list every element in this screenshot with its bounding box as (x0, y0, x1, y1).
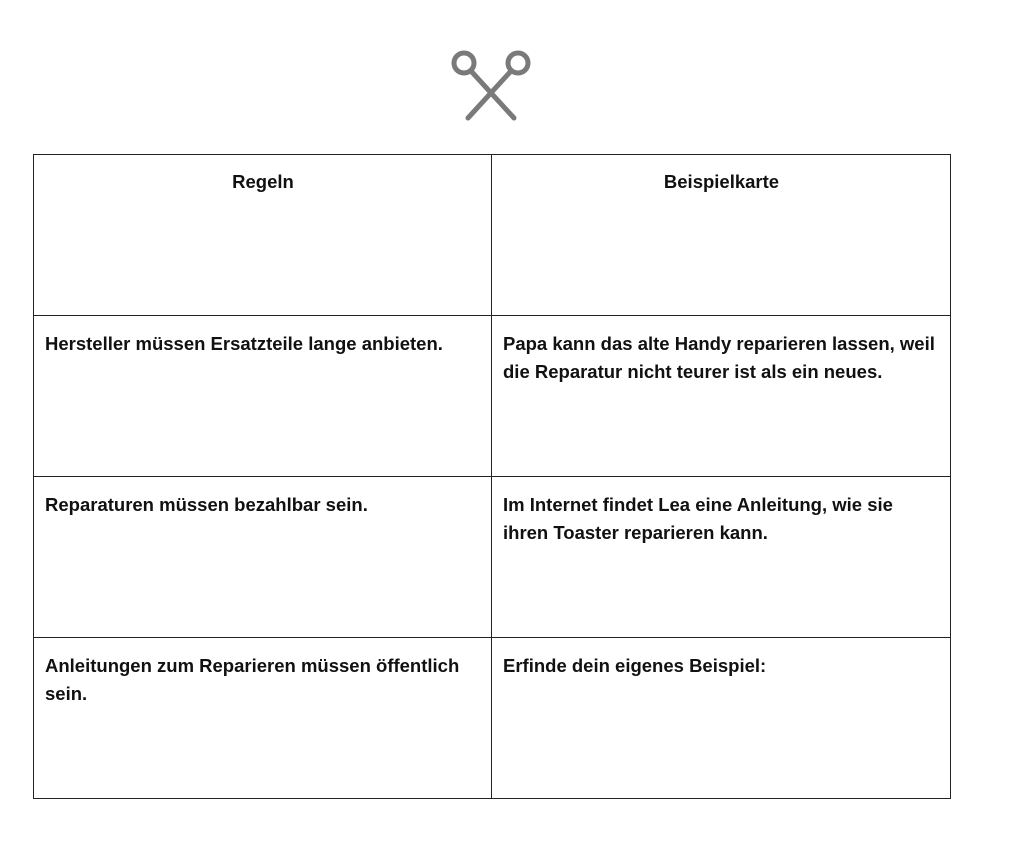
table-row (34, 477, 951, 638)
table-header-row (34, 155, 951, 316)
rules-examples-table (33, 154, 951, 799)
scissors-icon (450, 46, 534, 124)
example-cell: Im Internet findet Lea eine Anleitung, wie sie ihren Toaster reparieren kann. (492, 477, 951, 638)
header-rules: Regeln (34, 155, 492, 316)
table-row (34, 316, 951, 477)
example-cell: Erfinde dein eigenes Beispiel: (492, 638, 951, 799)
example-cell: Papa kann das alte Handy reparieren lassen, weil die Reparatur nicht teurer ist als ein neues. (492, 316, 951, 477)
table-row (34, 638, 951, 799)
header-example-card: Beispielkarte (492, 155, 951, 316)
rule-cell: Anleitungen zum Reparieren müssen öffentlich sein. (34, 638, 492, 799)
rule-cell: Hersteller müssen Ersatzteile lange anbieten. (34, 316, 492, 477)
rule-cell: Reparaturen müssen bezahlbar sein. (34, 477, 492, 638)
